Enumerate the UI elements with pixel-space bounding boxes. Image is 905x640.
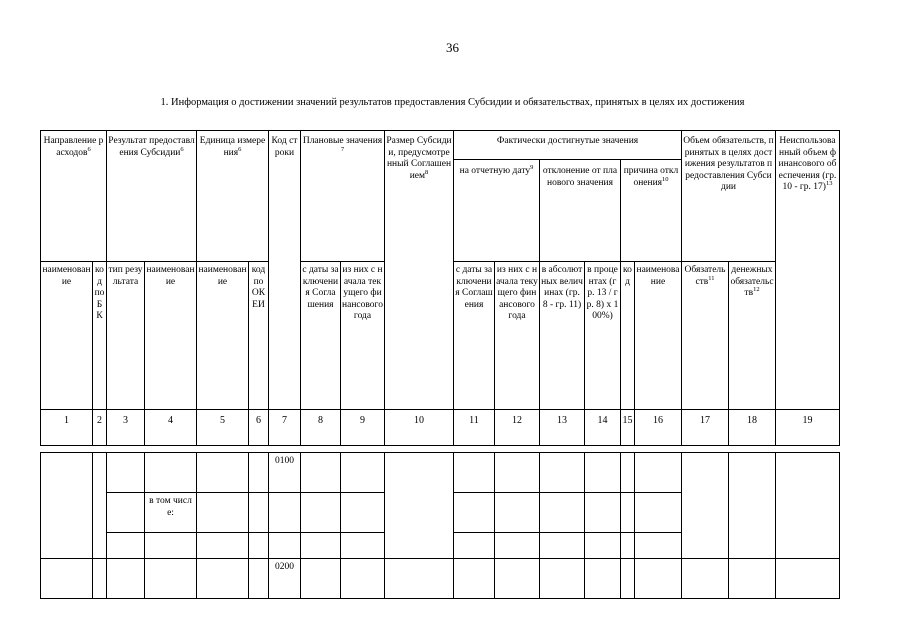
header-as-of-date: на отчетную дату$^9$ [454, 160, 540, 262]
sub-actual-from-year-start: из них с начала текущего финансового года [495, 262, 540, 410]
table-row [41, 559, 840, 599]
header-directions: Направление расходов$^6$ [41, 131, 107, 262]
sub-monetary-obligations: денежных обязательств$^{12}$ [729, 262, 776, 410]
report-title: 1. Информация о достижении значений результатов предоставления Субсидии и обязательствах, принятых в целях их достижения [160, 97, 745, 108]
col-number: 13 [540, 410, 585, 446]
line-code-0200: 0200 [269, 559, 301, 599]
sub-reason-name: наименование [635, 262, 682, 410]
header-result: Результат предоставления Субсидии$^6$ [107, 131, 197, 262]
col-number: 19 [776, 410, 840, 446]
sub-okei-code: код по ОКЕИ [249, 262, 269, 410]
col-number: 14 [585, 410, 621, 446]
sub-obligations: Обязательств$^{11}$ [682, 262, 729, 410]
col-number: 15 [621, 410, 635, 446]
header-line-code: Код строки [269, 131, 301, 410]
sub-planned-from-agreement: с даты заключения Соглашения [301, 262, 341, 410]
results-table [40, 130, 840, 599]
header-obligations-volume: Объем обязательств, принятых в целях достижения результатов предоставления Субсидии [682, 131, 776, 262]
column-numbers-row [41, 410, 840, 446]
header-unused: Неиспользованный объем финансового обеспечения (гр. 10 - гр. 17)$^{13}$ [776, 131, 840, 410]
header-planned: Плановые значения$^7$ [301, 131, 385, 262]
header-reason: причина отклонения$^{10}$ [621, 160, 682, 262]
header-row-1 [41, 131, 840, 160]
sub-name-unit: наименование [197, 262, 249, 410]
gap-row [41, 446, 840, 453]
col-number: 9 [341, 410, 385, 446]
col-number: 8 [301, 410, 341, 446]
sub-result-type: тип результата [107, 262, 145, 410]
line-code-0100: 0100 [269, 453, 301, 493]
sub-deviation-percent: в процентах (гр. 13 / гр. 8) x 100%) [585, 262, 621, 410]
header-deviation: отклонение от планового значения [540, 160, 621, 262]
table-row [41, 453, 840, 493]
col-number: 12 [495, 410, 540, 446]
sub-deviation-absolute: в абсолютных величинах (гр. 8 - гр. 11) [540, 262, 585, 410]
including-label: в том числе: [145, 493, 197, 533]
header-actual: Фактически достигнутые значения [454, 131, 682, 160]
header-unit: Единица измерения$^6$ [197, 131, 269, 262]
sub-bk-code: код по БК [93, 262, 107, 410]
col-number: 7 [269, 410, 301, 446]
page-number: 36 [446, 40, 459, 55]
sub-actual-from-agreement: с даты заключения Соглашения [454, 262, 495, 410]
col-number: 4 [145, 410, 197, 446]
col-number: 2 [93, 410, 107, 446]
col-number: 18 [729, 410, 776, 446]
col-number: 1 [41, 410, 93, 446]
col-number: 6 [249, 410, 269, 446]
col-number: 17 [682, 410, 729, 446]
col-number: 16 [635, 410, 682, 446]
sub-name-result: наименование [145, 262, 197, 410]
sub-name-directions: наименование [41, 262, 93, 410]
sub-reason-code: код [621, 262, 635, 410]
col-number: 3 [107, 410, 145, 446]
sub-planned-from-year-start: из них с начала текущего финансового года [341, 262, 385, 410]
col-number: 5 [197, 410, 249, 446]
col-number: 10 [385, 410, 454, 446]
col-number: 11 [454, 410, 495, 446]
header-subsidy-size: Размер Субсидии, предусмотренный Соглашением$^8$ [385, 131, 454, 410]
